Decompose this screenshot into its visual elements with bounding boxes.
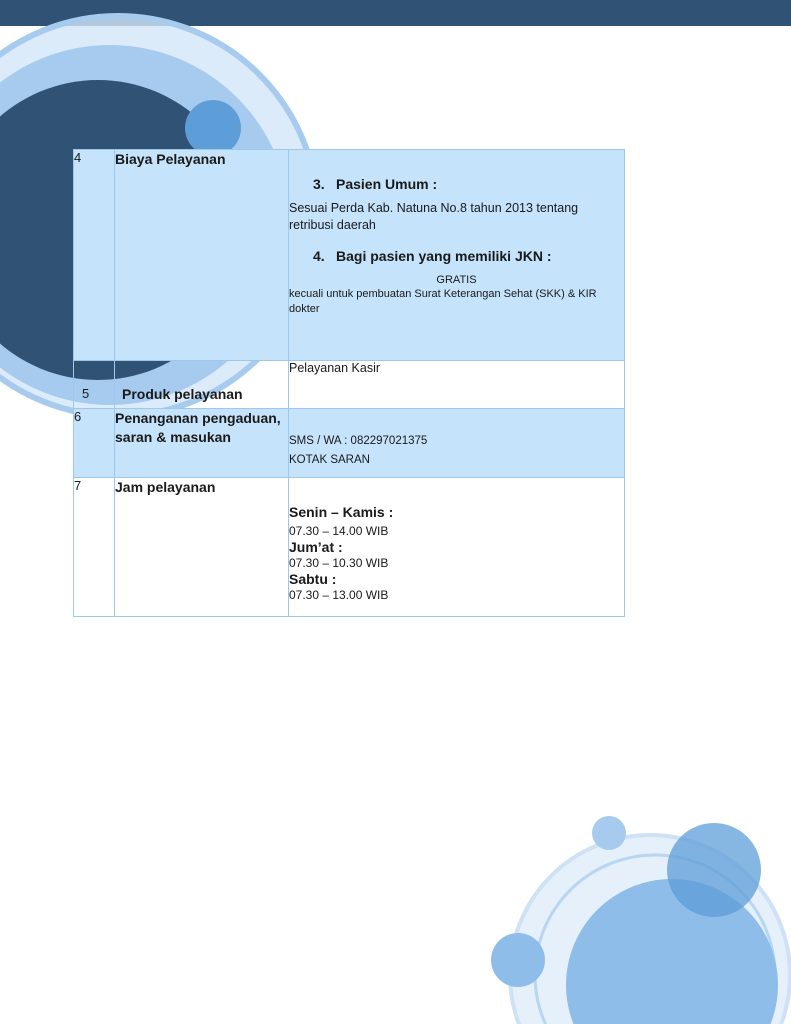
gratis-text: GRATIS [436,274,477,286]
row-label: Biaya Pelayanan [115,150,289,361]
schedule-day: Senin – Kamis : [289,504,394,520]
small-blue-circle [185,100,241,156]
table-row [74,361,625,409]
service-table [73,149,625,617]
row-value [289,409,625,478]
row-number: 7 [74,478,115,617]
br-small-top [592,816,626,850]
row-value [289,478,625,617]
item-heading: 3. Pasien Umum : [313,176,438,192]
br-upper-circle [667,823,761,917]
row-label: Penanganan pengaduan, saran & masukan [115,409,289,478]
row-number: 5 [74,361,115,409]
schedule-time: 07.30 – 10.30 WIB [289,556,389,570]
item-text: kecuali untuk pembuatan Surat Keterangan Sehat (SKK) & KIR dokter [289,288,597,315]
contact-line: KOTAK SARAN [289,454,370,466]
row-label: Jam pelayanan [115,478,289,617]
schedule-day: Sabtu : [289,571,337,587]
item-heading: 4. Bagi pasien yang memiliki JKN : [313,248,552,264]
schedule-day: Jum’at : [289,539,343,555]
table-row [74,150,625,361]
contact-line: SMS / WA : 082297021375 [289,435,428,447]
bottom-right-circles [491,816,790,1024]
table-row [74,409,625,478]
row-label: Produk pelayanan [115,361,289,409]
schedule-time: 07.30 – 14.00 WIB [289,524,389,538]
row-value [289,150,625,361]
item-text: Sesuai Perda Kab. Natuna No.8 tahun 2013 tentang retribusi daerah [289,201,579,232]
br-left-small [491,933,545,987]
row-number: 6 [74,409,115,478]
schedule-time: 07.30 – 13.00 WIB [289,588,389,602]
table-row [74,478,625,617]
row-value: Pelayanan Kasir [289,361,625,409]
row-number: 4 [74,150,115,361]
